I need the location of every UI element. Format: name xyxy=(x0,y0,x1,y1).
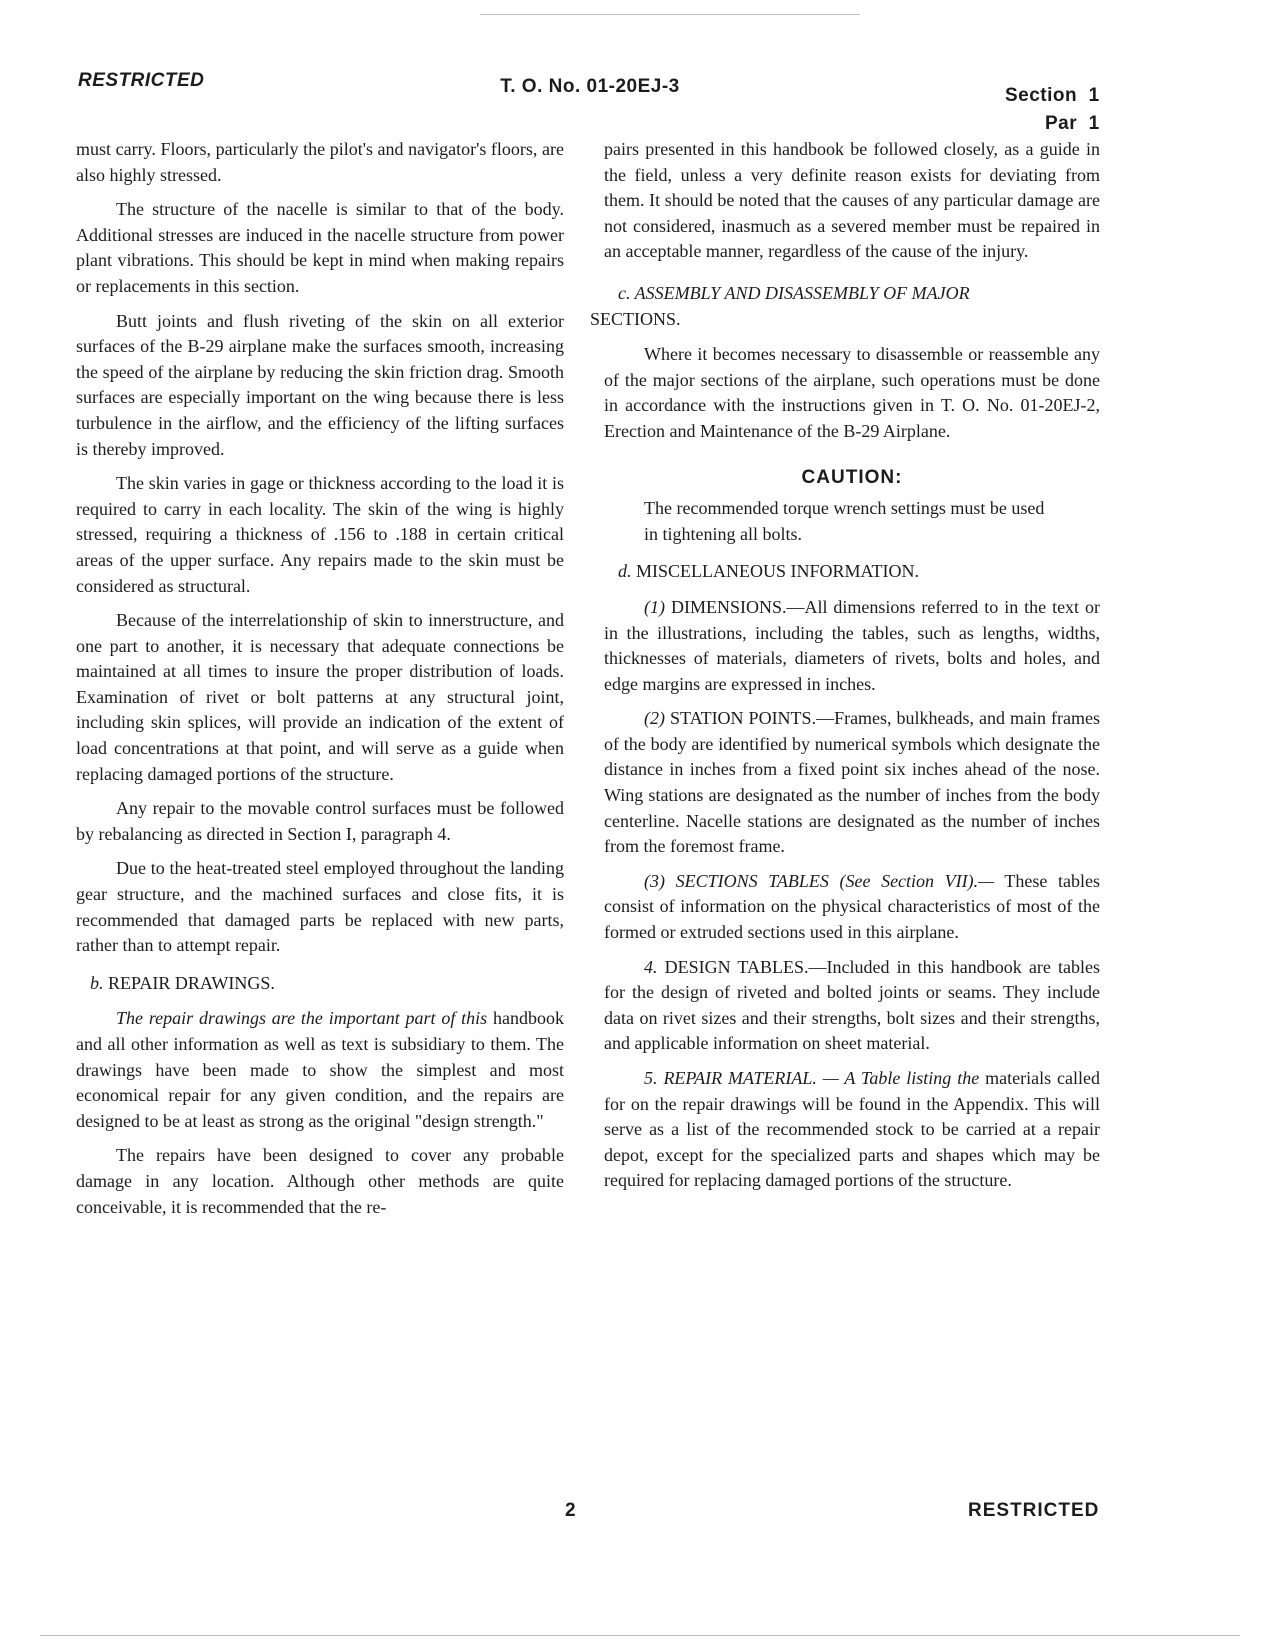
left-column xyxy=(76,137,564,1229)
paragraph: The skin varies in gage or thickness according to the load it is required to carry in each locality. The skin of the wing is highly stressed, requiring a thickness of .156 to .188 in certain critical areas of the upper surface. Any repairs made to the skin must be considered as structural. xyxy=(76,473,564,596)
scan-artifact-bottom xyxy=(40,1635,1240,1636)
item-label: (2) xyxy=(644,708,665,729)
caution-title: CAUTION: xyxy=(801,466,903,488)
paragraph-station-points xyxy=(604,706,1100,860)
header-par: Par 1 xyxy=(1044,113,1100,134)
paragraph-design-tables xyxy=(604,955,1100,1057)
caution-text: The recommended torque wrench settings must be used in tightening all bolts. xyxy=(644,498,1045,544)
heading-text: MISCELLANEOUS INFORMATION. xyxy=(636,561,920,582)
section-heading-d xyxy=(604,559,1100,585)
paragraph: Because of the interrelationship of skin to innerstructure, and one part to another, it is necessary that adequate connections be maintained at all times to insure the proper distribution of loads. Examination of rivet or bolt patterns at any structural joint, including skin splices, will provide an indication of the extent of load concentrations at that point, and will serve as a guide when replacing damaged portions of the structure. xyxy=(76,610,564,784)
paragraph: Where it becomes necessary to disassemble or reassemble any of the major sections of the airplane, such operations must be done in accordance with the instructions given in T. O. No. 01-20EJ-2, Erection and Maintenance of the B-29 Airplane. xyxy=(604,344,1100,441)
paragraph-text: These tables consist of information on the physical characteristics of most of the formed or extruded sections used in this airplane. xyxy=(604,870,1100,943)
heading-text: REPAIR DRAWINGS. xyxy=(108,972,275,993)
paragraph: Due to the heat-treated steel employed throughout the landing gear structure, and the machined surfaces and close fits, it is recommended that damaged parts be replaced with new parts, rather than to attempt repair. xyxy=(76,858,564,956)
paragraph-text: materials called for on the repair drawings will be found in the Appendix. This will serve as a list of the recommended stock to be carried at a repair depot, except for the specialized parts and shapes which may be required for replacing damaged portions of the structure. xyxy=(604,1068,1101,1191)
paragraph: Butt joints and flush riveting of the skin on all exterior surfaces of the B-29 airplane make the surfaces smooth, increasing the speed of the airplane by reducing the skin friction drag. Smooth surfaces are especially important on the wing because there is less turbulence in the airflow, and the efficiency of the lifting surfaces is thereby improved. xyxy=(76,310,564,459)
heading-text-continued: SECTIONS. xyxy=(590,308,681,329)
right-column xyxy=(590,137,1101,1203)
heading-label: b. xyxy=(90,972,104,993)
paragraph: The structure of the nacelle is similar to that of the body. Additional stresses are induced in the nacelle structure from power plant vibrations. This should be kept in mind when making repairs or replacements in this section. xyxy=(76,199,564,296)
item-label: 5. xyxy=(644,1068,658,1088)
italic-text: REPAIR MATERIAL. — A Table listing the xyxy=(663,1068,980,1088)
paragraph xyxy=(76,1006,564,1134)
scan-artifact-top xyxy=(480,14,860,15)
header-classification: RESTRICTED xyxy=(78,70,205,91)
paragraph-text: DESIGN TABLES.—Included in this handbook are tables for the design of riveted and bolted joints or seams. They include data on rivet sizes and their strengths, bolt sizes and their strengths, and applicable information on sheet material. xyxy=(604,956,1100,1054)
paragraph: pairs presented in this handbook be followed closely, as a guide in the field, unless a very definite reason exists for deviating from them. It should be noted that the causes of any particular damage are not considered, inasmuch as a severed member must be repaired in an acceptable manner, regardless of the cause of the injury. xyxy=(604,139,1100,262)
heading-text: c. ASSEMBLY AND DISASSEMBLY OF MAJOR xyxy=(618,282,970,303)
paragraph: must carry. Floors, particularly the pilot's and navigator's floors, are also highly stressed. xyxy=(76,139,564,185)
italic-text: SECTIONS TABLES (See Section VII).— xyxy=(675,870,995,891)
paragraph-repair-material xyxy=(604,1066,1100,1194)
item-label: 4. xyxy=(644,956,658,977)
paragraph: The repairs have been designed to cover any probable damage in any location. Although other methods are quite conceivable, it is recommended that the re- xyxy=(76,1145,564,1217)
page-number: 2 xyxy=(565,1500,576,1521)
heading-label: d. xyxy=(618,561,632,582)
italic-text: The repair drawings are the important part of this xyxy=(116,1008,488,1029)
section-heading-c xyxy=(590,281,1100,332)
header-document-number: T. O. No. 01-20EJ-3 xyxy=(500,76,680,97)
header-section: Section 1 xyxy=(1005,85,1100,106)
paragraph-text: DIMENSIONS.—All dimensions referred to in the text or in the illustrations, including the tables, such as lengths, widths, thicknesses of materials, diameters of rivets, bolts and holes, and edge margins are expressed in inches. xyxy=(604,596,1101,694)
section-heading-b xyxy=(76,971,564,997)
item-label: (1) xyxy=(644,596,665,617)
paragraph-dimensions xyxy=(604,595,1100,697)
header-section-par xyxy=(1005,82,1100,138)
paragraph: Any repair to the movable control surfaces must be followed by rebalancing as directed in Section I, paragraph 4. xyxy=(76,798,564,844)
paragraph-text: handbook and all other information as well as text is subsidiary to them. The drawings have been made to show the simplest and most economical repair for any given condition, and the repairs are designed to be at least as strong as the original "design strength." xyxy=(76,1008,564,1131)
item-label: (3) xyxy=(644,870,665,891)
footer-classification: RESTRICTED xyxy=(968,1500,1100,1521)
paragraph-sections-tables xyxy=(604,869,1100,946)
paragraph-text: STATION POINTS.—Frames, bulkheads, and main frames of the body are identified by numerical symbols which designate the distance in inches from a fixed point six inches ahead of the nose. Wing stations are designated as the number of inches from the body centerline. Nacelle stations are designated as the number of inches from the foremost frame. xyxy=(604,708,1100,857)
